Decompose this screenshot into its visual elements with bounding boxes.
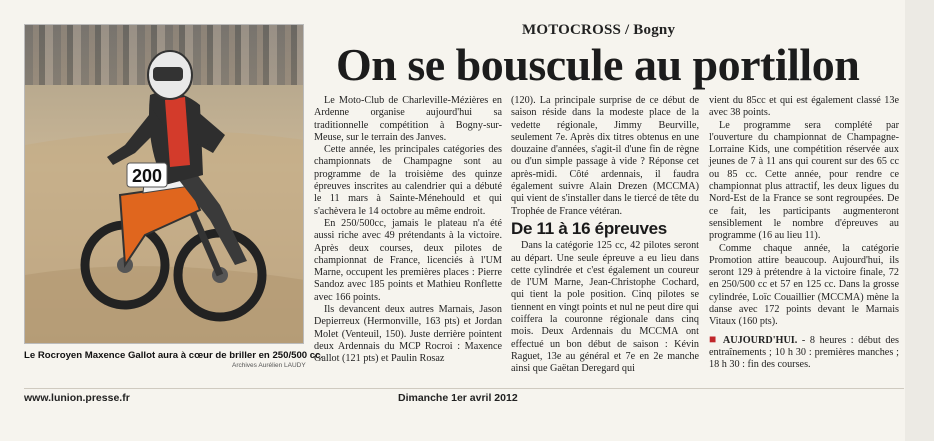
footer-divider — [24, 388, 904, 389]
schedule-text: - 8 heures : début des entraînements ; 10 h 30 : premières manches ; 18 h 30 : fin des courses. — [709, 334, 899, 371]
paragraph: vient du 85cc et qui est également classé 13e avec 38 points. — [709, 95, 899, 119]
article-column-3 — [709, 95, 899, 372]
paragraph: Dans la catégorie 125 cc, 42 pilotes seront au départ. Une seule épreuve a eu lieu dans cette cylindrée et c'est également un coureur de l'UM Marne, Jean-Christophe Cochard, qui tient la pole position. Cinq pilotes se tiennent en vingt points et nul ne peut dire qui coiffera la couronne régionale dans cinq mois. Deux Ardennais du MCCMA ont effectué un bon début de saison : Kévin Raguet, 13e au général et 7e en 2e manche ainsi que Gaëtan Deregard qui — [511, 240, 699, 375]
paragraph: Cette année, les principales catégories des championnats de Champagne sont au programme de la troisième des quinze épreuves inscrites au calendrier qui a débuté le 11 mars à Sainte-Ménehould et qui s'achèvera le 14 octobre au même endroit. — [314, 144, 502, 217]
paragraph: En 250/500cc, jamais le plateau n'a été aussi riche avec 49 prétendants à la victoire. Après deux courses, deux pilotes de championnat de France, licenciés à l'UM Marne, occupent les premières places : Pierre Sandoz avec 185 points et Mathieu Ronflette avec 166 points. — [314, 217, 502, 303]
rider-illustration — [25, 25, 304, 344]
footer-date: Dimanche 1er avril 2012 — [398, 392, 518, 404]
photo-caption: Le Rocroyen Maxence Gallot aura à cœur de briller en 250/500 cc. — [24, 350, 324, 361]
motocross-photo — [24, 24, 304, 344]
paragraph: (120). La principale surprise de ce début de saison réside dans la modeste place de la vedette régionale, Jimmy Beurville, seulement 7e. Après dix titres obtenus en une douzaine d'années, s'agit-il d'une fin de règne ou d'un simple passage à vide ? Réponse cet après-midi. Côté ardennais, il faudra également suivre Alain Drezen (MCCMA) qui vient de s'installer dans le tiercé de tête du Trophée de France vétéran. — [511, 95, 699, 217]
page-edge — [905, 0, 934, 441]
paragraph: Le Moto-Club de Charleville-Mézières en Ardenne organise aujourd'hui sa traditionnelle compétition à Bogny-sur-Meuse, sur le terrain des Janves. — [314, 95, 502, 143]
footer-url: www.lunion.presse.fr — [24, 392, 130, 404]
photo-credit: Archives Aurélien LAUDY — [232, 362, 306, 369]
subheading: De 11 à 16 épreuves — [511, 218, 667, 238]
bib-number: 200 — [132, 166, 163, 186]
article-headline: On se bouscule au portillon — [336, 39, 860, 90]
paragraph: Ils devancent deux autres Marnais, Jason Depierreux (Hermonville, 163 pts) et Jordan Molet (Venteuil, 150). Juste derrière pointent deux Ardennais du MCP Rocroi : Maxence Gallot (121 pts) et Paulin Rosaz — [314, 304, 502, 365]
paragraph: Le programme sera complété par l'ouverture du championnat de Champagne-Lorraine Kids, une compétition réservée aux jeunes de 7 à 11 ans qui courent sur des 65 cc ou 85 cc. Cette année, pour rendre ce championnat plus attractif, les deux ligues du Nord-Est de la France se sont regroupées. De ce fait, les participants augmenteront sensiblement le nombre d'épreuves au programme (16 au lieu 11). — [709, 119, 899, 242]
today-label: AUJOURD'HUI. — [722, 334, 798, 346]
article-column-1 — [314, 95, 502, 366]
section-rubric: MOTOCROSS / Bogny — [522, 22, 676, 38]
square-bullet-icon: ■ — [709, 331, 719, 346]
article-column-2 — [511, 95, 699, 376]
schedule-paragraph — [709, 333, 899, 372]
paragraph: Comme chaque année, la catégorie Promotion attire beaucoup. Aujourd'hui, ils seront 129 à prétendre à la victoire finale, 72 en 250/500 cc et 57 en 125 cc. Dans la grosse cylindrée, Loïc Couaillier (MCCMA) mène la danse avec 172 points devant le Marnais Vitaux (160 pts). — [709, 242, 899, 328]
